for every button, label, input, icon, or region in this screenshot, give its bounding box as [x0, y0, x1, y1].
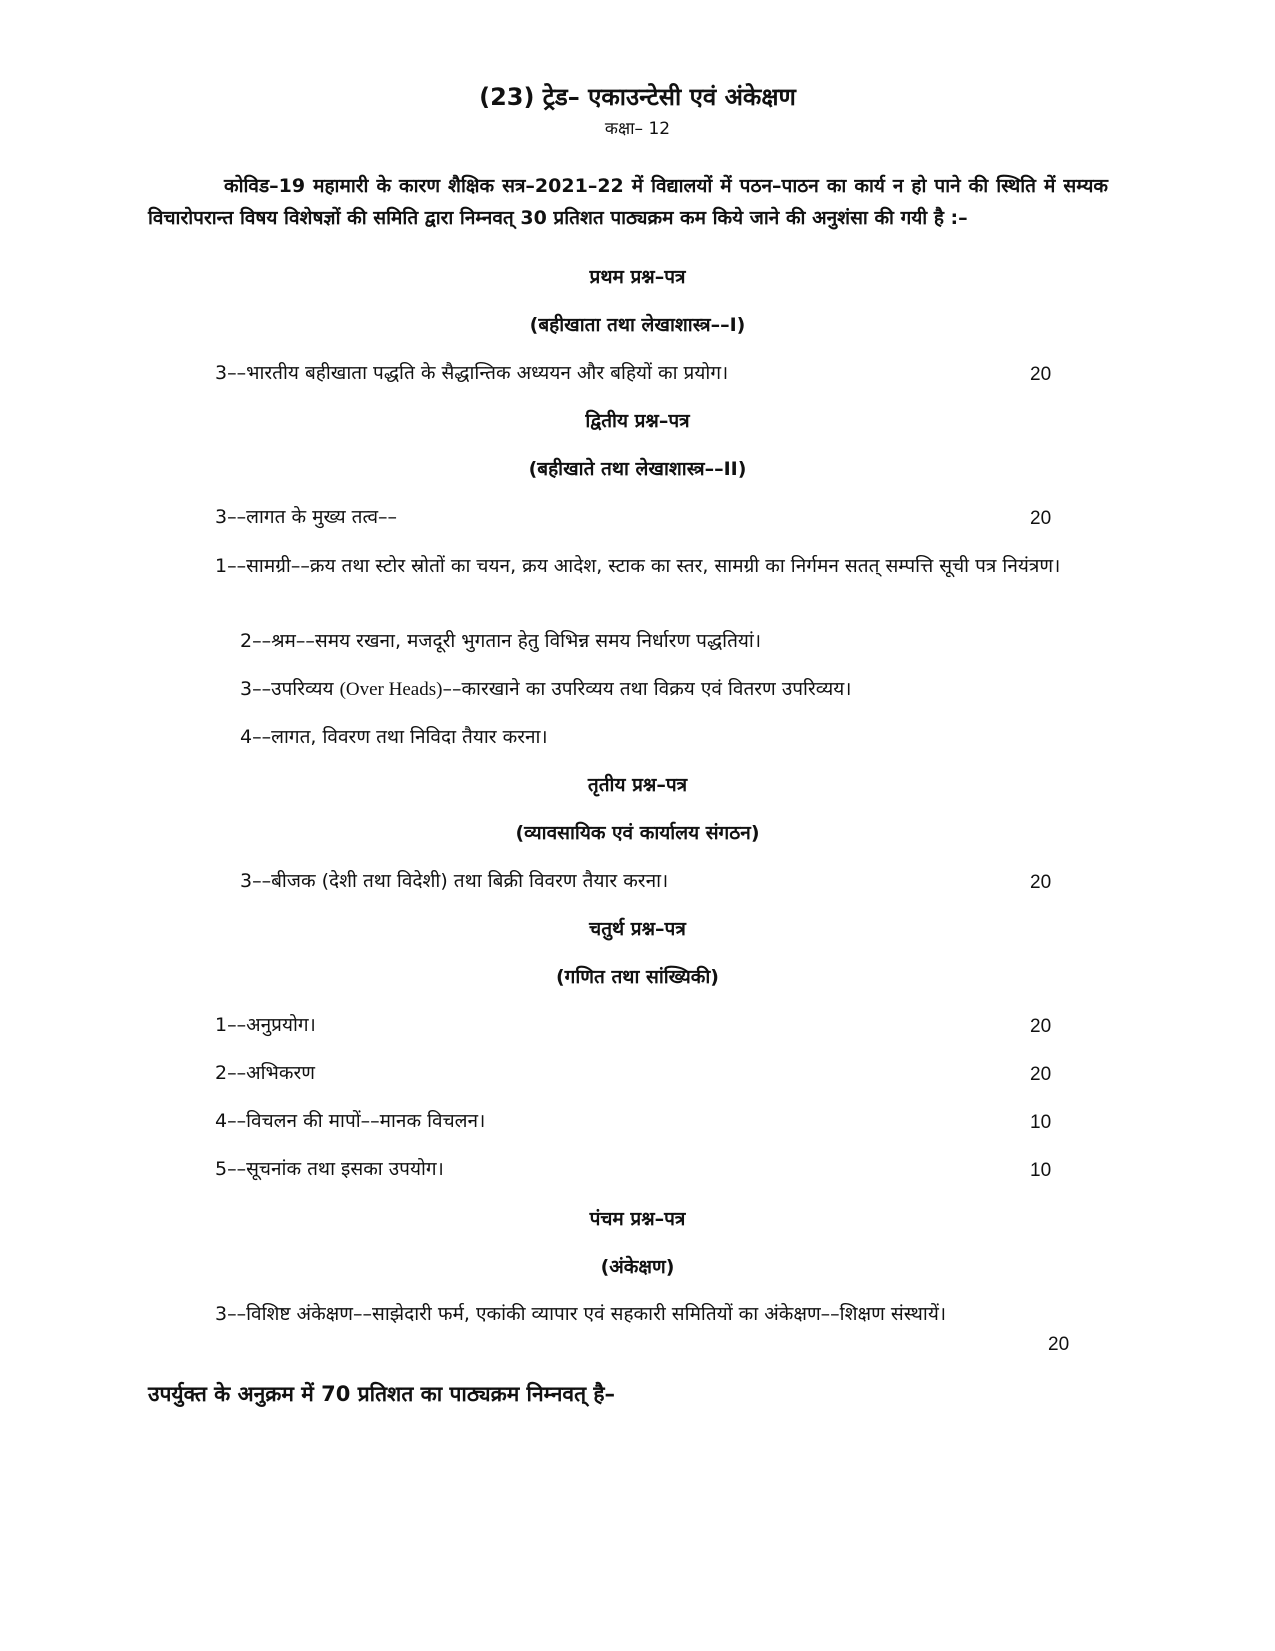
- paper4-item-marks: 10: [1030, 1112, 1052, 1133]
- paper2-item-text: 3––लागत के मुख्य तत्व––: [215, 506, 398, 528]
- paper3-item-marks: 20: [1030, 872, 1052, 893]
- paper4-item-text: 2––अभिकरण: [215, 1062, 315, 1084]
- paper3-subheading: (व्यावसायिक एवं कार्यालय संगठन): [515, 822, 760, 844]
- paper4-item-text: 1––अनुप्रयोग।: [215, 1014, 316, 1036]
- paper2-subheading: (बहीखाते तथा लेखाशास्त्र––II): [528, 458, 747, 480]
- paper4-item-marks: 20: [1030, 1016, 1052, 1037]
- paper4-item-text: 5––सूचनांक तथा इसका उपयोग।: [215, 1158, 444, 1180]
- paper5-heading: पंचम प्रश्न–पत्र: [589, 1208, 686, 1230]
- paper2-sub3-english: (Over Heads): [339, 679, 443, 700]
- paper1-item-text: 3––भारतीय बहीखाता पद्धति के सैद्धान्तिक अध्ययन और बहियों का प्रयोग।: [215, 362, 729, 384]
- paper2-sub2: 2––श्रम––समय रखना, मजदूरी भुगतान हेतु विभिन्न समय निर्धारण पद्धतियां।: [240, 630, 762, 652]
- paper2-sub3: [240, 676, 851, 703]
- intro-paragraph: कोविड–19 महामारी के कारण शैक्षिक सत्र–2021–22 में विद्यालयों में पठन–पाठन का कार्य न हो पाने की स्थिति में सम्यक विचारोपरान्त विषय विशेषज्ञों की समिति द्वारा निम्नवत् 30 प्रतिशत पाठ्यक्रम कम किये जाने की अनुशंसा की गयी है :–: [148, 175, 1109, 229]
- class-label: कक्षा– 12: [604, 119, 671, 139]
- paper2-sub1: 1––सामग्री––क्रय तथा स्टोर स्रोतों का चयन, क्रय आदेश, स्टाक का स्तर, सामग्री का निर्गमन सतत् सम्पत्ति सूची पत्र नियंत्रण।: [215, 555, 1061, 577]
- paper4-item-marks: 10: [1030, 1160, 1052, 1181]
- paper3-heading: तृतीय प्रश्न–पत्र: [587, 774, 688, 796]
- paper4-heading: चतुर्थ प्रश्न–पत्र: [589, 918, 686, 940]
- page-title: (23) ट्रेड– एकाउन्टेसी एवं अंकेक्षण: [479, 83, 796, 111]
- footer-note: उपर्युक्त के अनुक्रम में 70 प्रतिशत का पाठ्यक्रम निम्नवत् है–: [148, 1382, 615, 1406]
- paper4-item-text: 4––विचलन की मापों––मानक विचलन।: [215, 1110, 486, 1132]
- paper5-item-text: 3––विशिष्ट अंकेक्षण––साझेदारी फर्म, एकांकी व्यापार एवं सहकारी समितियों का अंकेक्षण––शिक्षण संस्थायें।: [215, 1303, 947, 1325]
- paper5-subheading: (अंकेक्षण): [600, 1256, 675, 1278]
- paper3-item-text: 3––बीजक (देशी तथा विदेशी) तथा बिक्री विवरण तैयार करना।: [240, 870, 669, 892]
- paper1-heading: प्रथम प्रश्न–पत्र: [589, 266, 686, 288]
- paper2-heading: द्वितीय प्रश्न–पत्र: [585, 410, 690, 432]
- paper4-subheading: (गणित तथा सांख्यिकी): [555, 966, 719, 988]
- paper2-sub4: 4––लागत, विवरण तथा निविदा तैयार करना।: [240, 726, 548, 748]
- paper1-item-marks: 20: [1030, 364, 1052, 385]
- paper2-sub3-prefix: 3––उपरिव्यय: [240, 678, 340, 700]
- paper2-sub3-suffix: ––कारखाने का उपरिव्यय तथा विक्रय एवं वितरण उपरिव्यय।: [442, 678, 852, 700]
- paper1-subheading: (बहीखाता तथा लेखाशास्त्र––I): [529, 314, 746, 336]
- paper4-item-marks: 20: [1030, 1064, 1052, 1085]
- paper5-item-marks: 20: [1048, 1334, 1070, 1355]
- paper2-item-marks: 20: [1030, 508, 1052, 529]
